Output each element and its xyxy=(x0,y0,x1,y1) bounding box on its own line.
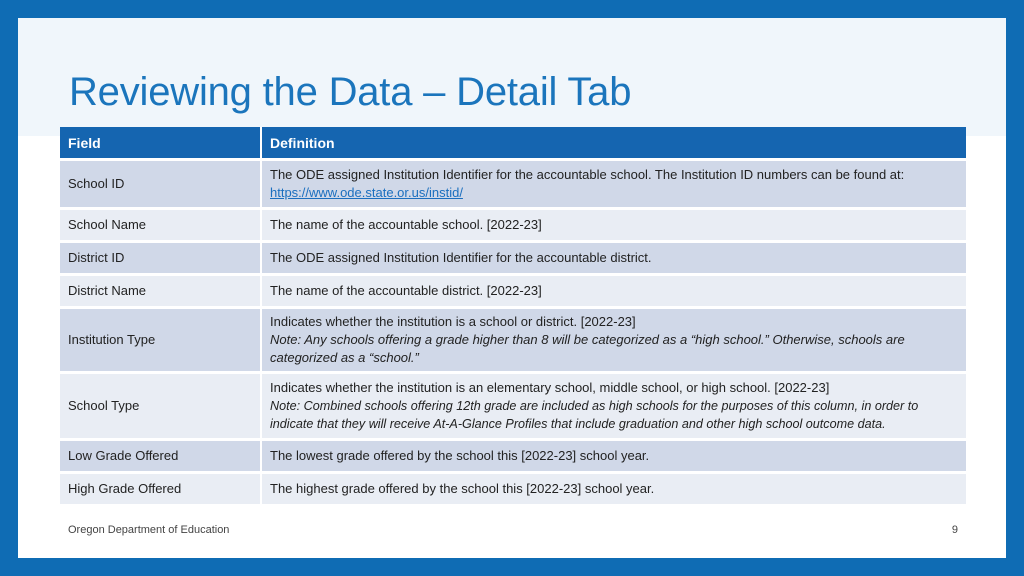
definition-cell: The name of the accountable district. [2022-23] xyxy=(260,276,966,306)
table-header-row xyxy=(60,127,966,158)
definition-text: The ODE assigned Institution Identifier for the accountable school. The Institution ID numbers can be found at: xyxy=(270,167,905,182)
definition-cell: The name of the accountable school. [2022-23] xyxy=(260,210,966,240)
table-row xyxy=(60,474,966,504)
table-row xyxy=(60,309,966,371)
field-cell: Low Grade Offered xyxy=(60,441,260,471)
definition-cell xyxy=(260,161,966,207)
table-row xyxy=(60,276,966,306)
table-row xyxy=(60,441,966,471)
slide xyxy=(18,18,1006,558)
table-row xyxy=(60,161,966,207)
definition-cell: The highest grade offered by the school this [2022-23] school year. xyxy=(260,474,966,504)
table-row xyxy=(60,210,966,240)
field-cell: District ID xyxy=(60,243,260,273)
field-cell: School Type xyxy=(60,374,260,438)
table-row xyxy=(60,243,966,273)
field-cell: School ID xyxy=(60,161,260,207)
detail-table xyxy=(60,124,966,507)
definition-note: Note: Any schools offering a grade higher than 8 will be categorized as a “high school.” Otherwise, schools are categorized as a “school.” xyxy=(270,332,905,365)
definition-cell: The lowest grade offered by the school this [2022-23] school year. xyxy=(260,441,966,471)
slide-title: Reviewing the Data – Detail Tab xyxy=(69,70,632,114)
footer-org: Oregon Department of Education xyxy=(68,524,230,536)
instid-link[interactable]: https://www.ode.state.or.us/instid/ xyxy=(270,185,463,200)
page-number: 9 xyxy=(951,524,958,536)
header-field: Field xyxy=(60,127,260,158)
field-cell: District Name xyxy=(60,276,260,306)
definition-note: Note: Combined schools offering 12th grade are included as high schools for the purposes of this column, in order to indicate that they will receive At-A-Glance Profiles that include graduation and other high school outcome data. xyxy=(270,399,919,431)
field-cell: School Name xyxy=(60,210,260,240)
definition-text: Indicates whether the institution is a school or district. [2022-23] xyxy=(270,314,636,329)
table-row xyxy=(60,374,966,438)
definition-cell xyxy=(260,309,966,371)
definition-text: Indicates whether the institution is an elementary school, middle school, or high school. [2022-23] xyxy=(270,380,830,395)
field-cell: Institution Type xyxy=(60,309,260,371)
definition-cell xyxy=(260,374,966,438)
header-definition: Definition xyxy=(260,127,966,158)
field-cell: High Grade Offered xyxy=(60,474,260,504)
definition-cell: The ODE assigned Institution Identifier for the accountable district. xyxy=(260,243,966,273)
